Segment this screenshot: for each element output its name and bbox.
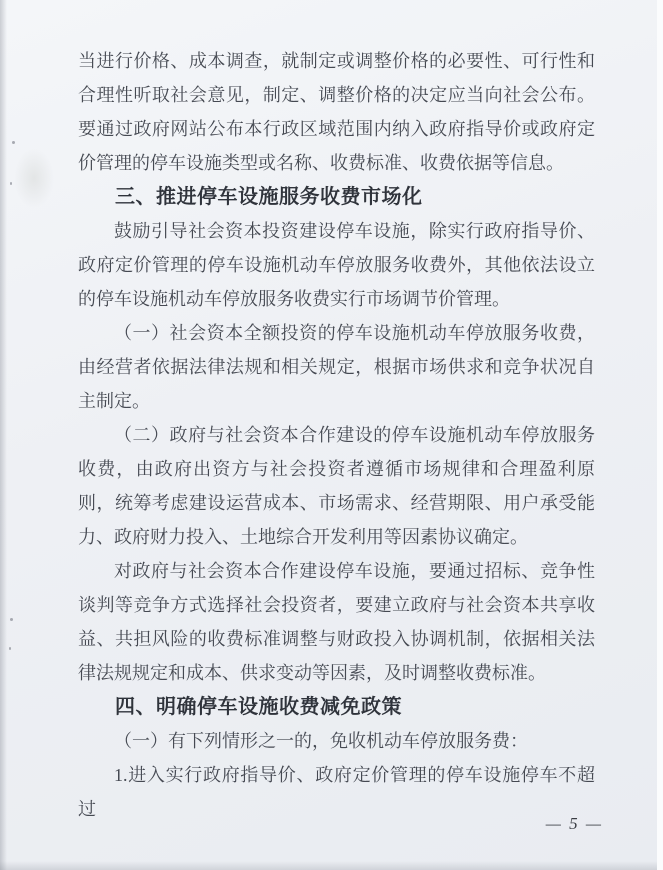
paragraph: 1.进入实行政府指导价、政府定价管理的停车设施停车不超过 bbox=[78, 765, 595, 819]
scan-edge-shadow-bottom bbox=[0, 861, 663, 870]
paragraph: （一）有下列情形之一的，免收机动车停放服务费： bbox=[114, 731, 528, 751]
paragraph: 鼓励引导社会资本投资建设停车设施，除实行政府指导价、政府定价管理的停车设施机动车停放服务收费外，其他依法设立的停车设施机动车停放服务收费实行市场调节价管理。 bbox=[78, 221, 595, 309]
section-heading: 三、推进停车设施服务收费市场化 bbox=[115, 186, 423, 208]
paragraph: （二）政府与社会资本合作建设的停车设施机动车停放服务收费，由政府出资方与社会投资者遵循市场规律和合理盈利原则，统筹考虑建设运营成本、市场需求、经营期限、用户承受能力、政府财力投入、土地综合开发利用等因素协议确定。 bbox=[78, 425, 595, 547]
scan-smudge bbox=[14, 148, 54, 208]
scan-speck bbox=[9, 647, 11, 650]
scan-speck bbox=[10, 182, 12, 185]
text-area bbox=[78, 44, 595, 826]
section-heading: 四、明确停车设施收费减免政策 bbox=[115, 696, 402, 718]
scan-speck bbox=[12, 141, 15, 144]
scan-edge-highlight-right bbox=[657, 0, 663, 870]
paragraph: 对政府与社会资本合作建设停车设施，要通过招标、竞争性谈判等竞争方式选择社会投资者，要建立政府与社会资本共享收益、共担风险的收费标准调整与财政投入协调机制，依据相关法律法规规定和成本、供求变动等因素，及时调整收费标准。 bbox=[78, 561, 595, 683]
scan-edge-shadow-left bbox=[0, 0, 7, 870]
scan-speck bbox=[10, 618, 13, 621]
paragraph: （一）社会资本全额投资的停车设施机动车停放服务收费，由经营者依据法律法规和相关规定，根据市场供求和竞争状况自主制定。 bbox=[78, 323, 595, 411]
paragraph: 当进行价格、成本调查，就制定或调整价格的必要性、可行性和合理性听取社会意见，制定、调整价格的决定应当向社会公布。要通过政府网站公布本行政区域范围内纳入政府指导价或政府定价管理的停车设施类型或名称、收费标准、收费依据等信息。 bbox=[78, 51, 595, 173]
page-number: — 5 — bbox=[545, 814, 603, 833]
